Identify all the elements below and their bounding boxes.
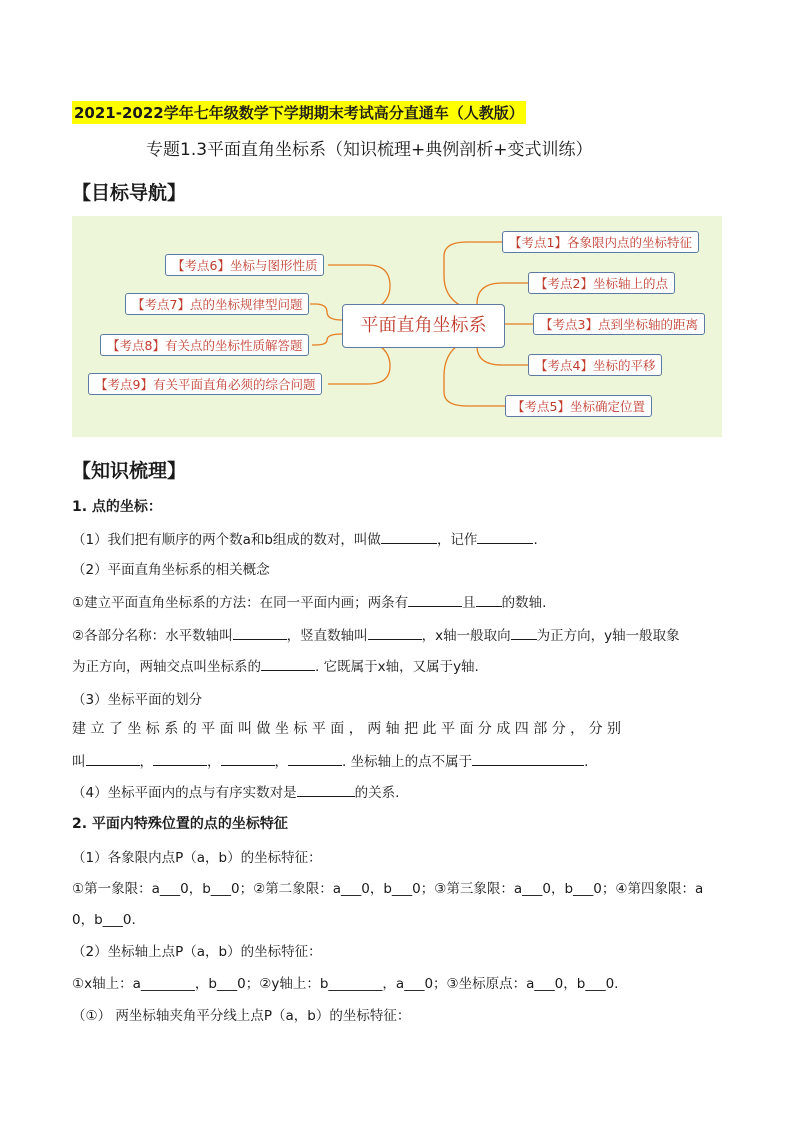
series-title-highlight: 2021-2022学年七年级数学下学期期末考试高分直通车（人教版） <box>72 101 526 124</box>
k1-line-3 <box>72 591 546 611</box>
blank <box>153 751 207 766</box>
k1-line-9 <box>72 781 399 801</box>
mindmap-node-kaodian8: 【考点8】有关点的坐标性质解答题 <box>100 334 309 356</box>
k1-l3-text-a: ①建立平面直角坐标系的方法：在同一平面内画；两条有 <box>72 595 409 611</box>
blank <box>368 625 422 640</box>
mindmap-center-node: 平面直角坐标系 <box>342 304 505 348</box>
k1-line-8 <box>72 750 588 770</box>
k2-line-6: （①） 两坐标轴夹角平分线上点P（a，b）的坐标特征： <box>72 1008 411 1024</box>
blank <box>297 782 355 797</box>
k1-l8-text-a: 叫 <box>72 754 86 770</box>
k1-l4-text-c: ，x轴一般取向 <box>421 628 511 644</box>
k1-line-1 <box>72 528 538 548</box>
mindmap-node-kaodian4: 【考点4】坐标的平移 <box>528 354 662 376</box>
blank <box>261 656 315 671</box>
mindmap-node-kaodian1: 【考点1】各象限内点的坐标特征 <box>502 231 699 253</box>
page-subtitle: 专题1.3平面直角坐标系（知识梳理+典例剖析+变式训练） <box>146 140 593 160</box>
section-heading-goal: 【目标导航】 <box>72 182 187 204</box>
k1-l3-text-c: 的数轴. <box>501 595 547 611</box>
mindmap-node-kaodian2: 【考点2】坐标轴上的点 <box>528 272 675 294</box>
k1-l4-text-b: ，竖直数轴叫 <box>286 628 368 644</box>
k1-l3-text-b: 且 <box>462 595 476 611</box>
k1-l4-text-a: ②各部分名称：水平数轴叫 <box>72 628 233 644</box>
k1-l9-text-a: （4）坐标平面内的点与有序实数对是 <box>72 785 297 801</box>
k1-line-5 <box>72 655 479 675</box>
k1-line-4 <box>72 624 680 644</box>
blank <box>288 751 342 766</box>
blank <box>477 529 533 544</box>
k2-line-5: ①x轴上：a________，b___0；②y轴上：b________，a___0；③坐标原点：a___0，b___0. <box>72 976 619 992</box>
k2-line-2: ①第一象限：a___0，b___0；②第二象限：a___0，b___0；③第三象限：a___0，b___0；④第四象限：a <box>72 881 704 897</box>
k1-l9-text-b: 的关系. <box>354 785 400 801</box>
k1-l8-text-e: . 坐标轴上的点不属于 <box>342 754 473 770</box>
k1-l5-text-b: . 它既属于x轴，又属于y轴. <box>315 659 479 675</box>
section-heading-knowledge: 【知识梳理】 <box>72 460 187 482</box>
k2-line-1: （1）各象限内点P（a，b）的坐标特征： <box>72 850 322 866</box>
k1-l1-text-a: （1）我们把有顺序的两个数a和b组成的数对，叫做 <box>72 532 381 548</box>
blank <box>233 625 287 640</box>
k1-line-6: （3）坐标平面的划分 <box>72 692 203 708</box>
k2-heading: 2. 平面内特殊位置的点的坐标特征 <box>72 816 288 832</box>
k1-l5-text-a: 为正方向，两轴交点叫坐标系的 <box>72 659 261 675</box>
blank <box>381 529 437 544</box>
blank <box>511 625 537 640</box>
mindmap-node-kaodian5: 【考点5】坐标确定位置 <box>505 395 652 417</box>
k1-l8-text-f: . <box>584 754 589 770</box>
blank <box>221 751 275 766</box>
k2-line-3: 0，b___0. <box>72 912 136 928</box>
mindmap <box>72 216 722 437</box>
mindmap-node-kaodian9: 【考点9】有关平面直角必须的综合问题 <box>88 373 322 395</box>
blank <box>476 592 502 607</box>
k1-l8-text-b: ， <box>139 754 153 770</box>
k1-heading: 1. 点的坐标： <box>72 499 162 515</box>
k1-l1-text-c: . <box>533 532 538 548</box>
mindmap-node-kaodian3: 【考点3】点到坐标轴的距离 <box>533 313 705 335</box>
k1-l4-text-d: 为正方向，y轴一般取象 <box>536 628 680 644</box>
blank <box>86 751 140 766</box>
blank <box>472 751 584 766</box>
mindmap-node-kaodian7: 【考点7】点的坐标规律型问题 <box>125 293 309 315</box>
k1-line-7: 建 立 了 坐 标 系 的 平 面 叫 做 坐 标 平 面 ， 两 轴 把 此 平 面 分 成 四 部 分 ， 分 别 <box>72 721 622 737</box>
k1-line-2: （2）平面直角坐标系的相关概念 <box>72 562 270 578</box>
mindmap-node-kaodian6: 【考点6】坐标与图形性质 <box>165 254 324 276</box>
k1-l8-text-c: ， <box>207 754 221 770</box>
k1-l8-text-d: ， <box>274 754 288 770</box>
k1-l1-text-b: ，记作 <box>436 532 478 548</box>
k2-line-4: （2）坐标轴上点P（a，b）的坐标特征： <box>72 944 322 960</box>
blank <box>408 592 462 607</box>
